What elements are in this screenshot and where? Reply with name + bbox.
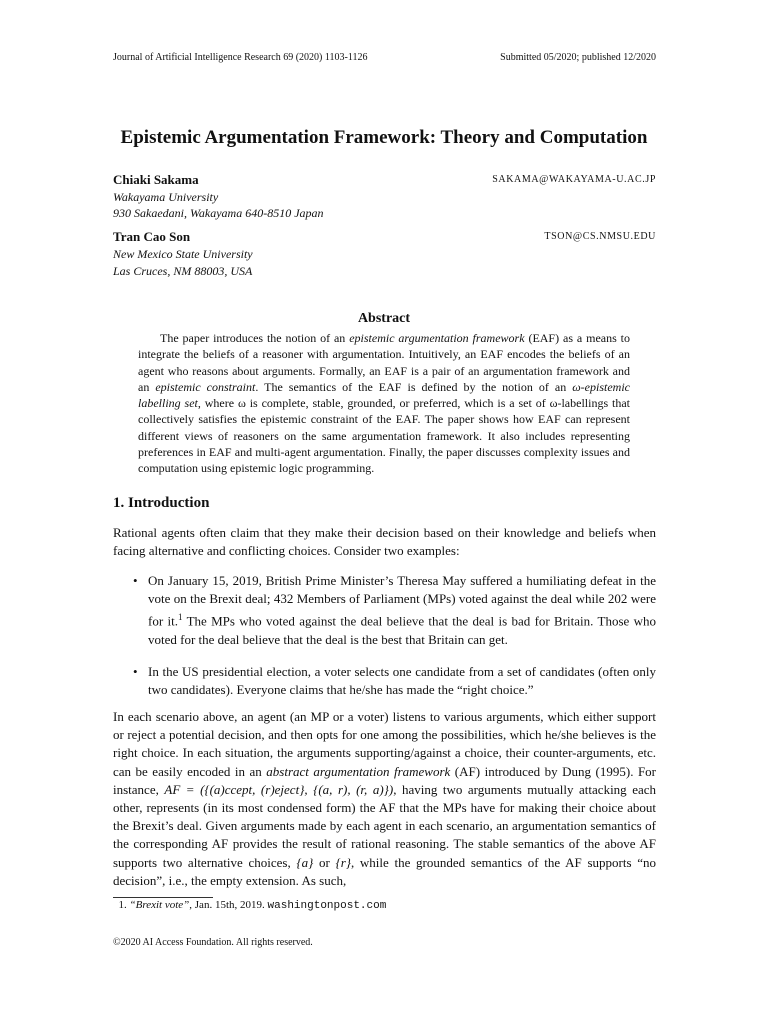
abstract-body: The paper introduces the notion of an epistemic argumentation framework (EAF) as a means to integrate the beliefs of a reasoner with argumentation. Intuitively, an EAF encodes the beliefs of an agent who reasons about arguments. Formally, an EAF is a pair of an argumentation framework and an epistemic constraint. The semantics of the EAF is defined by the notion of an ω-epistemic labelling set, where ω is complete, stable, grounded, or preferred, which is a set of ω-labellings that collectively satisfies the epistemic constraint of the EAF. The paper shows how EAF can represent different views of reasoners on the same argumentation framework. It also includes representing preferences in EAF and multi-agent argumentation. Finally, the paper discusses complexity issues and computation using epistemic logic programming. [138,331,630,476]
copyright-notice: ©2020 AI Access Foundation. All rights reserved. [113,937,313,948]
footnote: 1. “Brexit vote”, Jan. 15th, 2019. washingtonpost.com [118,899,387,912]
list-item: • In the US presidential election, a voter selects one candidate from a set of candidates (often only two candidates). Everyone claims that he/she has made the “right choice.” [113,663,656,699]
intro-paragraph: Rational agents often claim that they make their decision based on their knowledge and beliefs when facing alternative and conflicting choices. Consider two examples: [113,525,656,559]
author-affiliation: Wakayama University [113,190,219,204]
example-list [113,572,656,714]
section-heading: 1. Introduction [113,495,210,511]
list-item: • On January 15, 2019, British Prime Minister’s Theresa May suffered a humiliating defeat in the vote on the Brexit deal; 432 Members of Parliament (MPs) voted against the deal while 202 were for it.$^1$ The MPs who voted against the deal believe that the deal is bad for Britain. Those who voted for the deal believe that the deal is the best that Britain can get. [113,572,656,649]
author-email: TSON@CS.NMSU.EDU [544,231,656,242]
author-name: Chiaki Sakama [113,172,199,187]
author-address: Las Cruces, NM 88003, USA [113,264,253,278]
body-paragraph: In each scenario above, an agent (an MP or a voter) listens to various arguments, which either support or reject a potential decision, and then opts for one among the possibilities, which he/she believes is the right choice. In each situation, the arguments supporting/against a choice, their counter-arguments, etc. can be easily encoded in an abstract argumentation framework (AF) introduced by Dung (1995). For instance, AF = ({(a)ccept, (r)eject}, {(a, r), (r, a)}), having two arguments mutually attacking each other, represents (in its most condensed form) the AF that the MPs have for making their choice about the Brexit’s deal. Given arguments made by each agent in each scenario, an argumentation semantics of the corresponding AF provides the result of rational reasoning. The stable semantics of the above AF supports two alternative choices, {a} or {r}, while the grounded semantics of the AF supports “no decision”, i.e., the empty extension. As such, [113,709,657,888]
author-address: 930 Sakaedani, Wakayama 640-8510 Japan [113,206,324,220]
paper-title: Epistemic Argumentation Framework: Theory and Computation [120,127,648,148]
abstract-heading: Abstract [357,311,411,326]
journal-header: Journal of Artificial Intelligence Research 69 (2020) 1103-1126 [113,52,368,63]
author-email: SAKAMA@WAKAYAMA-U.AC.JP [492,174,656,185]
submission-dates: Submitted 05/2020; published 12/2020 [500,52,656,63]
author-name: Tran Cao Son [113,229,191,244]
footnote-rule [113,897,213,898]
author-affiliation: New Mexico State University [113,247,253,261]
